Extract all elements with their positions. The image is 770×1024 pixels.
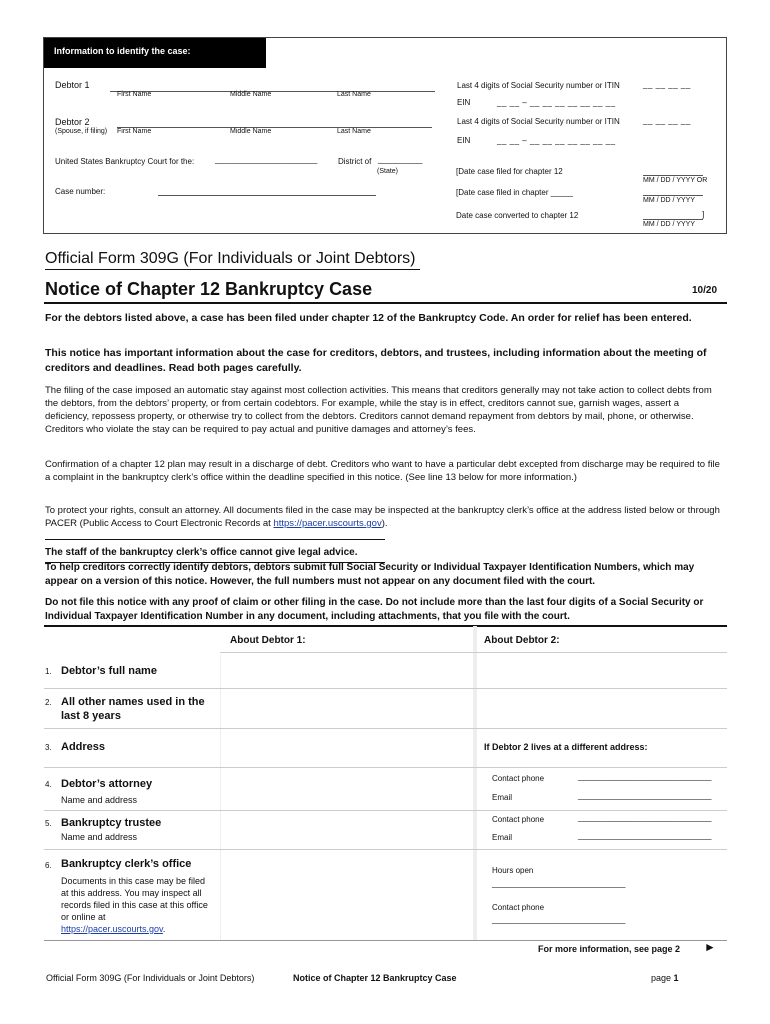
footer-page — [651, 973, 679, 983]
staff-notice — [45, 539, 385, 563]
arrow-right-icon: ► — [704, 940, 716, 954]
attorney-email-label: Email — [492, 793, 513, 802]
official-form-title — [45, 250, 420, 270]
attorney-email-field[interactable]: ______________________________ — [578, 791, 712, 800]
trustee-phone-label: Contact phone — [492, 815, 545, 824]
court-field[interactable]: _______________________ — [215, 155, 318, 164]
row-rule — [44, 849, 727, 850]
intro-p5-text: To protect your rights, consult an attorney. All documents filed in the case may be inspected at the bankruptcy clerk’s office at the address listed below or through PACER (Public Access to Court Electronic Records at — [45, 505, 720, 529]
intro-p6: To help creditors correctly identify debtors, debtors submit full Social Security or Individual Taxpayer Identification Numbers, which may appear on a version of this notice. However, the full numbers must not appear on any document filed with the court. — [45, 562, 695, 587]
debtor1-name-field[interactable] — [110, 91, 435, 92]
row-number: 6. — [45, 861, 52, 870]
row-number: 4. — [45, 780, 52, 789]
case-info-header-text: Information to identify the case: — [54, 46, 191, 56]
date-filed-ch12-label: [Date case filed for chapter 12 — [456, 167, 563, 176]
state-caption: (State) — [377, 168, 399, 175]
row-rule — [44, 810, 727, 811]
hours-open-label: Hours open — [492, 866, 534, 875]
debtor2-ein-label: EIN — [457, 136, 471, 145]
row-number: 3. — [45, 743, 52, 752]
row-rule — [44, 767, 727, 768]
intro-p1: For the debtors listed above, a case has been filed under chapter 12 of the Bankruptcy Code. An order for relief has been entered. — [45, 312, 692, 324]
debtor2-spouse-caption: (Spouse, if filing) — [55, 128, 108, 135]
footer-notice-name: Notice of Chapter 12 Bankruptcy Case — [293, 973, 457, 983]
col-divider — [473, 626, 477, 941]
row-number: 2. — [45, 698, 52, 707]
row-number: 5. — [45, 819, 52, 828]
clerk-phone-field[interactable]: ______________________________ — [492, 915, 626, 924]
date-format: MM / DD / YYYY — [643, 197, 695, 204]
debtor1-label: Debtor 1 — [55, 80, 90, 90]
attorney-phone-label: Contact phone — [492, 774, 545, 783]
row-label: Debtor’s attorney — [61, 778, 153, 790]
district-field[interactable]: __________ — [378, 155, 423, 164]
debtor1-middle-name-caption: Middle Name — [230, 91, 272, 98]
debtor1-ein-field[interactable]: __ __ – __ __ __ __ __ __ __ — [497, 98, 616, 107]
table-bottom-rule — [44, 940, 727, 941]
title-rule — [44, 302, 727, 304]
row-label: Bankruptcy trustee — [61, 817, 162, 829]
debtor2-address-caption: If Debtor 2 lives at a different address: — [484, 742, 648, 752]
debtor2-ssn-field[interactable]: __ __ __ __ — [643, 116, 691, 125]
row-label: Bankruptcy clerk’s office — [61, 858, 192, 870]
date-converted-label: Date case converted to chapter 12 — [456, 211, 579, 220]
revision-date: 10/20 — [692, 285, 718, 296]
pacer-link[interactable]: https://pacer.uscourts.gov — [273, 518, 382, 529]
case-number-label: Case number: — [55, 187, 106, 196]
row-rule — [44, 688, 727, 689]
attorney-phone-field[interactable]: ______________________________ — [578, 772, 712, 781]
intro-p2: This notice has important information about the case for creditors, debtors, and trustees, including information about the meeting of creditors and deadlines. Read both pages carefully. — [45, 347, 707, 374]
row-sublabel: Name and address — [61, 795, 138, 805]
hours-open-field[interactable]: ______________________________ — [492, 879, 626, 888]
col-debtor1-header: About Debtor 1: — [230, 635, 306, 646]
date-filed-ch-label: [Date case filed in chapter _____ — [456, 188, 573, 197]
intro-p5-end: ). — [381, 518, 388, 529]
trustee-email-label: Email — [492, 833, 513, 842]
debtor1-ein-label: EIN — [457, 98, 471, 107]
case-number-field[interactable] — [158, 195, 376, 196]
official-form-title-text: Official Form 309G (For Individuals or Joint Debtors) — [45, 250, 416, 267]
clerk-office-note: Documents in this case may be filed at this address. You may inspect all records filed in this case at this office or online at — [61, 876, 208, 922]
row-label: Address — [61, 741, 106, 753]
notice-title: Notice of Chapter 12 Bankruptcy Case — [45, 279, 373, 299]
debtor2-ssn-label: Last 4 digits of Social Security number or ITIN — [457, 117, 620, 126]
date-format-converted: MM / DD / YYYY — [643, 221, 695, 228]
row-label: Debtor’s full name — [61, 665, 157, 677]
case-info-header — [44, 38, 266, 68]
trustee-phone-field[interactable]: ______________________________ — [578, 813, 712, 822]
clerk-phone-label: Contact phone — [492, 903, 545, 912]
footer-form-name: Official Form 309G (For Individuals or Joint Debtors) — [46, 973, 255, 983]
date-filed-ch12-field[interactable] — [643, 175, 703, 176]
row-rule — [44, 728, 727, 729]
date-filed-ch-field[interactable] — [643, 195, 703, 196]
case-info-box — [43, 37, 727, 234]
clerk-note-end: . — [162, 924, 166, 934]
header-rule — [220, 652, 727, 653]
row-label: All other names used in the last 8 years — [61, 696, 205, 722]
staff-notice-text: The staff of the bankruptcy clerk’s office cannot give legal advice. — [45, 547, 358, 558]
intro-p7: Do not file this notice with any proof of claim or other filing in the case. Do not include more than the last four digits of a Social Security or Individual Taxpayer Identification Number in any document, including attachments, that you file with the court. — [45, 597, 704, 622]
intro-p4: Confirmation of a chapter 12 plan may result in a discharge of debt. Creditors who want to have a particular debt excepted from discharge may be required to file a complaint in the bankruptcy clerk’s office within the deadline specified in this notice. (See line 13 below for more information.) — [45, 459, 720, 483]
trustee-email-field[interactable]: ______________________________ — [578, 831, 712, 840]
debtor1-ssn-field[interactable]: __ __ __ __ — [643, 80, 691, 89]
debtor1-first-name-caption: First Name — [117, 91, 152, 98]
court-label: United States Bankruptcy Court for the: — [55, 157, 195, 166]
debtor2-first-name-caption: First Name — [117, 128, 152, 135]
date-format-or: MM / DD / YYYY OR — [643, 177, 708, 184]
debtor2-label: Debtor 2 — [55, 117, 90, 127]
more-info-note: For more information, see page 2 — [538, 944, 681, 954]
debtor2-middle-name-caption: Middle Name — [230, 128, 272, 135]
intro-p3: The filing of the case imposed an automatic stay against most collection activities. This means that creditors generally may not take action to collect debts from the debtors, from the debtors’ property, or from certain codebtors. For example, while the stay is in effect, creditors cannot sue, garnish wages, assert a deficiency, repossess property, or otherwise try to collect from the debtors. Creditors cannot demand repayment from debtors by mail, phone, or otherwise. Creditors who violate the stay can be required to pay actual and punitive damages and attorney’s fees. — [45, 385, 712, 435]
row-sublabel — [61, 875, 211, 935]
row-number: 1. — [45, 667, 52, 676]
debtor2-name-field[interactable] — [117, 127, 432, 128]
debtor1-ssn-label: Last 4 digits of Social Security number or ITIN — [457, 81, 620, 90]
table-top-rule — [44, 625, 727, 627]
date-converted-field[interactable] — [643, 219, 703, 220]
district-label: District of — [338, 157, 372, 166]
page-label: page — [651, 973, 672, 983]
debtor2-ein-field[interactable]: __ __ – __ __ __ __ __ __ __ — [497, 136, 616, 145]
page-number: 1 — [673, 973, 679, 983]
intro-p5 — [45, 504, 725, 530]
debtor2-last-name-caption: Last Name — [337, 128, 371, 135]
date-bracket-close: ] — [702, 210, 705, 219]
debtor1-last-name-caption: Last Name — [337, 91, 371, 98]
clerk-pacer-link[interactable]: https://pacer.uscourts.gov — [61, 924, 163, 934]
col-debtor2-header: About Debtor 2: — [484, 635, 560, 646]
row-sublabel: Name and address — [61, 832, 138, 842]
